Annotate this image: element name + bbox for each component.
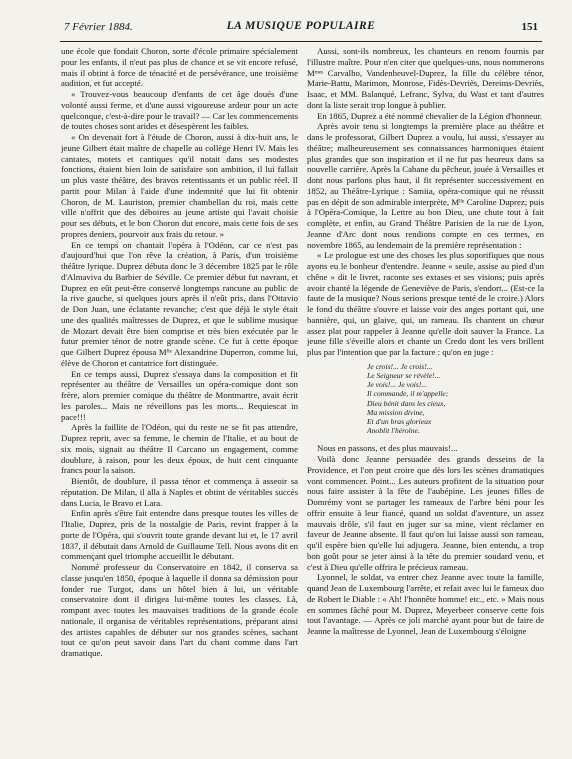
- right-column: [307, 46, 544, 751]
- paragraph: Nommé professeur du Conservatoire en 1842, il conserva sa classe jusqu'en 1850, époque à laquelle il donna sa démission pour fonder rue Turgot, dans un hôtel bien à lui, un véritable conservatoire dont il dirigea lui-même toutes les classes. Là, rompant avec toutes les mauvaises traditions de la grande école nationale, il organisa de véritables représentations, préparant ainsi des artistes capables de débuter sur nos grandes scènes, sachant tout ce qu'on peut savoir dans l'art du chant comme dans l'art dramatique.: [61, 562, 298, 658]
- verse-line: Anoblit l'héroïne.: [367, 426, 420, 436]
- verse-quote: [367, 362, 544, 436]
- paragraph: « Le prologue est une des choses les plus soporifiques que nous ayons eu le bonheur d'entendre. Jeanne « seule, assise au pied d'un chêne » dit le livret, raconte ses extases et ses visions; puis après avoir chanté la légende de Geneviève de Paris, s'endort... (Est-ce la faute de la musique? Nous serions presque tenté de le croire.) Alors le fond du théâtre s'ouvre et laisse voir des anges portant qui, une bannière, qui, un glaive, qui, un rameau. Ils chantent un chœur assez plat pour rappeler à Jeanne qu'elle doit sauver la France. La jeune fille s'éveille alors et chante un Credo dont les vers brillent plus par l'intention que par la facture : qu'on en juge :: [307, 250, 544, 357]
- verse-line: Il commande, il m'appelle;: [367, 389, 449, 399]
- verse-line: Je vois!... Je vois!...: [367, 380, 428, 390]
- verse-line: Ma mission divine,: [367, 407, 425, 417]
- page-number: 151: [521, 21, 538, 33]
- paragraph: Enfin après s'être fait entendre dans presque toutes les villes de l'Italie, Duprez, pris de la nostalgie de Paris, revint frapper à la porte de l'Opéra, qui s'ouvrit toute grande devant lui et, le 17 avril 1837, il débutait dans Arnold de Guillaume Tell. Nous avons dit en commençant quel triomphe accueillit le débutant.: [61, 508, 298, 562]
- issue-date: 7 Février 1884.: [64, 21, 133, 33]
- paragraph: Nous en passons, et des plus mauvais!...: [317, 443, 458, 454]
- paragraph: Voilà donc Jeanne persuadée des grands desseins de la Providence, et l'on peut croire que dès lors les scènes dramatiques vont commencer. Point... Les auteurs profitent de la situation pour nous faire assister à la fête de l'aubépine. Les jeunes filles de Domrémy vont se partager les rameaux de l'arbre béni pour les offrir ensuite à leur fiancé, quand un soldat d'aventure, un assez mauvais drôle, s'il faut en juger sur sa mine, vient réclamer en faveur de Jeanne absente. Il faut qu'on lui laisse aussi son rameau, qu'il espère bien qu'elle lui adjugera. Jeanne, bien entendu, a trop bon goût pour se jeter ainsi à la tête du premier soudard venu, et c'est à Dieu qu'elle offrira le précieux rameau.: [307, 454, 544, 572]
- paragraph: Bientôt, de doublure, il passa ténor et commença à asseoir sa réputation. De Milan, il alla à Naples et obtint de véritables succès dans Lucia, le Bravo et Lara.: [61, 476, 298, 508]
- left-column: [61, 46, 298, 751]
- paragraph: Après avoir tenu si longtemps la première place au théâtre et dans le professorat, Gilbert Duprez a voulu, lui aussi, s'essayer au théâtre; malheureusement ses connaissances harmoniques étaient plus grandes que son inspiration et il ne fut pas heureux dans sa nouvelle carrière. Après la Cabane du pêcheur, jouée à Versailles et dont nous parlons plus haut, il fit représenter successivement en 1852, au Théâtre-Lyrique : Samiia, opéra-comique qui ne réussit pas en dépit de son admirable interprète, Mˡˡᵉ Caroline Duprez; puis à l'Opéra-Comique, la Lettre au bon Dieu, une chute tout à fait complète, et enfin, au Grand Théâtre Parisien de la rue de Lyon, Jeanne d'Arc dont nous rendions compte en ces termes, en novembre 1865, au lendemain de la première représentation :: [307, 121, 544, 250]
- verse-line: Dieu bénit dans les cieux,: [367, 398, 446, 408]
- header-rule: [60, 41, 542, 42]
- paragraph: Après la faillite de l'Odéon, qui du reste ne se fit pas attendre, Duprez reprit, avec sa femme, le chemin de l'Italie, et au bout de six mois, signait au théâtre Il Carcano un engagement, comme doublure, à raison, pour les deux époux, de huit cent cinquante francs pour la saison.: [61, 422, 298, 476]
- paragraph: En ce temps aussi, Duprez s'essaya dans la composition et fit représenter au théâtre de Versailles un opéra-comique dont son frère, alors premier comique du théâtre de Montmartre, avait écrit les paroles... Mais ne réveillons pas les morts... Requiescat in pace!!!: [61, 368, 298, 422]
- paragraph: Aussi, sont-ils nombreux, les chanteurs en renom fournis par l'illustre maître. Pour n'en citer que quelques-uns, nous nommerons Mᵐᵉˢ Carvalho, Vandenheuvel-Duprez, la fille du célèbre ténor, Marie-Battu, Marimon, Monrose, Fidès-Devriès, Dereims-Devriès, Isaac, et MM. Balanqué, Lefranc, Sylva, du Wast et tant d'autres dont la liste serait trop longue à publier.: [307, 46, 544, 110]
- paragraph: Lyonnel, le soldat, va entrer chez Jeanne avec toute la famille, quand Jean de Luxembourg l'arrête, et refait avec lui le fameux duo de Robert le Diable : « Ah! l'honnête homme! etc., etc. » Mais nous en sommes fâché pour M. Duprez, Meyerbeer conserve cette fois tout l'avantage. — Après ce joli marché ayant pour but de faire de Jeanne la maîtresse de Lyonnel, Jean de Luxembourg s'éloigne: [307, 572, 544, 637]
- verse-line: Et d'un bras glorieux: [367, 416, 432, 426]
- paragraph: une école que fondait Choron, sorte d'école primaire spécialement pour les enfants, il n'eut pas plus de chance et se vit encore refusé, mais il obtint à force de ténacité et de persévérance, une troisième audition, et fut accepté.: [61, 46, 298, 89]
- publication-title: LA MUSIQUE POPULAIRE: [226, 20, 376, 32]
- paragraph: En ce temps on chantait l'opéra à l'Odéon, car ce n'est pas d'aujourd'hui que l'on rêve la création, à Paris, d'un troisième théâtre lyrique. Duprez débuta donc le 3 décembre 1825 par le rôle d'Almaviva du Barbier de Séville. Ce premier début fut navrant, et Duprez en eût peut-être conservé longtemps rancune au public de la rive gauche, si quelques jours après il n'eût pris, dans l'Ottavio de Don Juan, une éclatante revanche; c'est que déjà le style était une des qualités maîtresses de Duprez, et que le sublime musique de Mozart devait être bien comprise et très bien exécutée par le futur premier ténor de notre grande scène. Ce fut à cette époque que Gilbert Duprez épousa Mˡˡᵉ Alexandrine Duperron, comme lui, élève de Choron et cantatrice fort distinguée.: [61, 239, 298, 368]
- paragraph: « Trouvez-vous beaucoup d'enfants de cet âge doués d'une volonté aussi ferme, et d'une aussi vigoureuse ardeur pour un acte quelconque, c'est-à-dire pour le travail? — Car les commencements de toutes choses sont arides et désespèrent les faibles.: [61, 89, 298, 132]
- page-header: [64, 20, 538, 36]
- paragraph: « On devenait fort à l'étude de Choron, aussi à dix-huit ans, le jeune Gilbert était maître de chapelle au collège Henri IV. Mais les cantates, motets et cantiques qu'il notait dans ses modestes fonctions, étaient bien loin de satisfaire son ambition, il lui fallait un plus vaste théâtre, des bravos retentissants et un public réel. Il partit pour Milan à l'aide d'une indemnité que lui fit obtenir Choron, de M. Lauriston, premier chambellan du roi, mais cette ville n'offrit que des déboires au jeune artiste qui l'avait choisie pour ses débuts, et le bon Choron dut encore, mais cette fois de ses propres deniers, pourvoir aux frais du retour. »: [61, 132, 298, 239]
- paragraph: En 1865, Duprez a été nommé chevalier de la Légion d'honneur.: [317, 110, 543, 121]
- verse-line: Je crois!... Je crois!...: [367, 361, 433, 371]
- verse-line: Le Seigneur se révèle!...: [367, 370, 441, 380]
